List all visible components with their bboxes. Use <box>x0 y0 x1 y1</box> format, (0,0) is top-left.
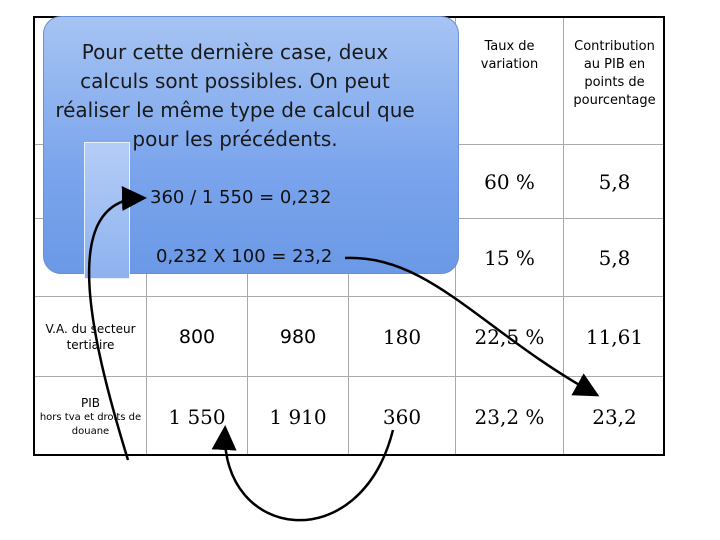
arrow-pib-to-division <box>89 198 142 460</box>
row3-value1: 800 <box>178 325 216 348</box>
row4-value2: 1 910 <box>269 404 327 429</box>
row3-taux: 22,5 % <box>474 324 545 349</box>
calculation-division: 360 / 1 550 = 0,232 <box>150 187 332 208</box>
row1-contribution: 5,8 <box>598 169 631 194</box>
header-taux-de-variation: Taux de variation <box>480 39 539 72</box>
calculation-multiplication: 0,232 X 100 = 23,2 <box>156 246 333 267</box>
row3-value2: 980 <box>279 325 317 348</box>
callout-text: Pour cette dernière case, deux calculs sont possibles. On peut réaliser le même type de calcul que pour les précédents. <box>55 40 415 151</box>
row4-value1: 1 550 <box>168 404 226 429</box>
header-contribution: Contribution au PIB en points de pourcentage <box>573 39 656 108</box>
row2-taux: 15 % <box>484 245 535 270</box>
row4-difference: 360 <box>382 404 422 429</box>
row3-label: V.A. du secteur tertiaire <box>45 321 136 352</box>
arrow-360-to-1550 <box>225 430 393 520</box>
row2-contribution: 5,8 <box>598 245 631 270</box>
row4-taux: 23,2 % <box>474 404 545 429</box>
row4-label: PIB <box>80 395 100 410</box>
row3-difference: 180 <box>382 324 422 349</box>
row4-contribution: 23,2 <box>592 404 637 429</box>
row1-taux: 60 % <box>484 169 535 194</box>
row3-contribution: 11,61 <box>585 324 644 349</box>
arrow-result-to-contribution <box>345 258 595 394</box>
row4-sublabel: hors tva et droits de douane <box>39 411 142 437</box>
